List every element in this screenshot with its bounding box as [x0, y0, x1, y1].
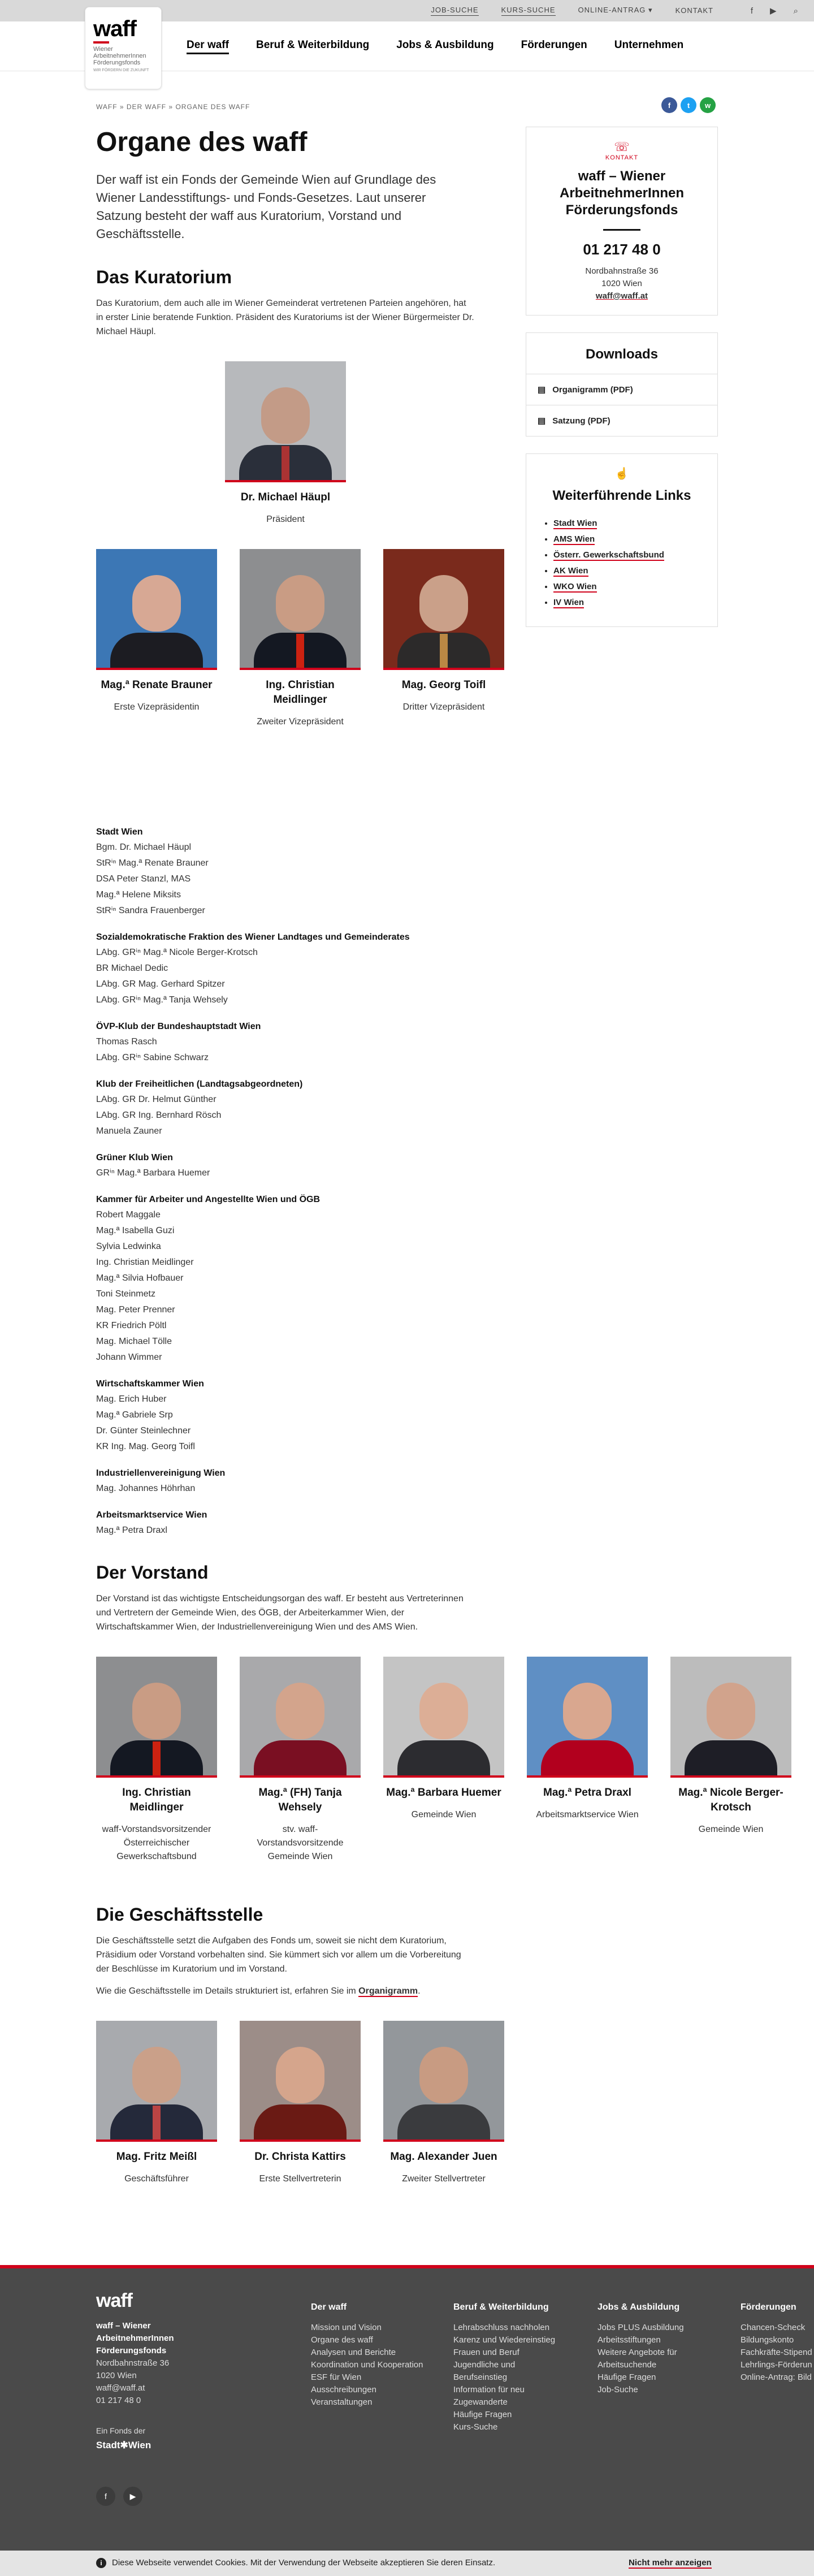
- member-group: [96, 1151, 475, 1181]
- footer-social: [96, 2487, 142, 2506]
- person-name: Mag.ª Renate Brauner: [101, 679, 213, 691]
- footer-col-title: Beruf & Weiterbildung: [453, 2302, 549, 2312]
- footer-link[interactable]: Job-Suche: [597, 2385, 638, 2395]
- downloads-box: [526, 332, 718, 436]
- link-item[interactable]: [553, 516, 706, 531]
- person-role: Präsident: [266, 515, 305, 524]
- link-label[interactable]: WKO Wien: [553, 582, 597, 591]
- link-item[interactable]: [553, 579, 706, 595]
- footer-link[interactable]: Weitere Angebote für: [597, 2348, 677, 2357]
- person-card: [96, 549, 217, 729]
- member-item: StRⁱⁿ Sandra Frauenberger: [96, 906, 205, 915]
- member-item: Mag.ª Helene Miksits: [96, 890, 181, 900]
- member-item: LAbg. GR Dr. Helmut Günther: [96, 1095, 217, 1104]
- person-photo: [383, 1657, 504, 1778]
- downloads-title: Downloads: [585, 347, 658, 362]
- footer-link[interactable]: Online-Antrag: Bild: [741, 2372, 812, 2382]
- person-photo: [527, 1657, 648, 1778]
- footer-link[interactable]: Analysen und Berichte: [311, 2348, 396, 2357]
- link-item[interactable]: [553, 531, 706, 547]
- member-item: Dr. Günter Steinlechner: [96, 1426, 191, 1436]
- group-title: Grüner Klub Wien: [96, 1153, 173, 1162]
- vice-president-row: [96, 549, 486, 729]
- person-name: Mag. Alexander Juen: [390, 2151, 497, 2163]
- search-icon[interactable]: ⌕: [793, 6, 798, 16]
- person-card: [240, 1657, 361, 1864]
- person-role: Arbeitsmarktservice Wien: [536, 1810, 639, 1819]
- person-name: Mag.ª Barbara Huemer: [386, 1787, 501, 1799]
- nav-foerderungen[interactable]: Förderungen: [521, 38, 587, 51]
- person-card: [240, 549, 361, 729]
- footer-link[interactable]: Häufige Fragen: [597, 2372, 656, 2382]
- person-card: [240, 2021, 361, 2186]
- footer-link[interactable]: Jugendliche und: [453, 2360, 516, 2370]
- member-item: GRⁱⁿ Mag.ª Barbara Huemer: [96, 1168, 210, 1178]
- footer-link[interactable]: Häufige Fragen: [453, 2410, 512, 2419]
- group-title: Klub der Freiheitlichen (Landtagsabgeordneten): [96, 1079, 303, 1089]
- download-label: Organigramm (PDF): [552, 384, 633, 395]
- person-name: Mag.ª Nicole Berger-Krotsch: [678, 1787, 783, 1813]
- kuratorium-text: Das Kuratorium, dem auch alle im Wiener Gemeinderat vertretenen Parteien angehören, hat in erster Linie beratende Funktion. Präsident des Kuratoriums ist der Wiener Bürgermeister Dr. Michael Häupl.: [96, 299, 474, 336]
- footer-link[interactable]: Ausschreibungen: [311, 2385, 376, 2395]
- nav-unternehmen[interactable]: Unternehmen: [614, 38, 684, 51]
- organigramm-intro: Wie die Geschäftsstelle im Details strukturiert ist, erfahren Sie im: [96, 1986, 359, 1996]
- logo-tagline: WIR FÖRDERN DIE ZUKUNFT: [93, 68, 149, 72]
- member-item: LAbg. GR Mag. Gerhard Spitzer: [96, 979, 225, 989]
- footer-link[interactable]: Veranstaltungen: [311, 2397, 373, 2407]
- member-item: KR Friedrich Pöltl: [96, 1321, 167, 1330]
- divider: [603, 229, 640, 231]
- member-item: Mag. Johannes Höhrhan: [96, 1484, 196, 1493]
- group-title: Sozialdemokratische Fraktion des Wiener Landtages und Gemeinderates: [96, 932, 410, 942]
- member-item: Mag.ª Silvia Hofbauer: [96, 1273, 184, 1283]
- share-twitter-icon[interactable]: t: [681, 97, 696, 113]
- sidebar: [526, 127, 718, 644]
- member-group: [96, 1077, 475, 1139]
- member-item: BR Michael Dedic: [96, 963, 168, 973]
- facebook-icon[interactable]: f: [750, 6, 754, 16]
- cookie-dismiss-button[interactable]: Nicht mehr anzeigen: [629, 2558, 712, 2568]
- person-photo: [383, 549, 504, 670]
- info-icon: i: [96, 2558, 106, 2568]
- member-item: Toni Steinmetz: [96, 1289, 155, 1299]
- share-whatsapp-icon[interactable]: w: [700, 97, 716, 113]
- links-title: Weiterführende Links: [552, 488, 691, 503]
- footer-link[interactable]: Karenz und Wiedereinstieg: [453, 2335, 556, 2345]
- member-item: Manuela Zauner: [96, 1126, 162, 1136]
- online-application-dropdown[interactable]: ONLINE-ANTRAG ▾: [578, 6, 653, 14]
- footer-fund-label: Ein Fonds der: [96, 2426, 146, 2435]
- person-photo: [225, 361, 346, 482]
- logo-subtitle: Wiener ArbeitnehmerInnen Förderungsfonds: [93, 46, 146, 66]
- footer-col-foerderungen: [741, 2301, 814, 2384]
- member-item: Johann Wimmer: [96, 1352, 162, 1362]
- document-icon: ▤: [538, 416, 546, 426]
- contact-street: Nordbahnstraße 36: [585, 266, 659, 276]
- geschaeftsstelle-row: [96, 2021, 497, 2186]
- waff-logo[interactable]: [85, 7, 162, 89]
- member-item: Robert Maggale: [96, 1210, 161, 1220]
- person-name: Ing. Christian Meidlinger: [266, 679, 335, 706]
- group-title: Arbeitsmarktservice Wien: [96, 1510, 207, 1520]
- person-photo: [670, 1657, 791, 1778]
- logo-wordmark: waff: [93, 16, 136, 41]
- member-item: LAbg. GR Ing. Bernhard Rösch: [96, 1110, 222, 1120]
- youtube-icon[interactable]: ▶: [123, 2487, 142, 2506]
- footer-col-jobs: [597, 2301, 684, 2396]
- footer-col-title: Förderungen: [741, 2302, 796, 2312]
- president-card-row: [96, 361, 475, 526]
- contact-title: waff – Wiener ArbeitnehmerInnen Förderungsfonds: [559, 168, 685, 218]
- contact-address: [538, 265, 706, 302]
- nav-beruf-weiterbildung[interactable]: Beruf & Weiterbildung: [256, 38, 370, 51]
- person-name: Mag.ª Petra Draxl: [543, 1787, 631, 1799]
- group-title: Kammer für Arbeiter und Angestellte Wien und ÖGB: [96, 1195, 321, 1204]
- footer-link[interactable]: Mission und Vision: [311, 2323, 382, 2332]
- person-role: Erste Stellvertreterin: [259, 2174, 341, 2184]
- person-role: Gemeinde Wien: [411, 1810, 477, 1819]
- contact-kicker: KONTAKT: [605, 154, 639, 161]
- youtube-icon[interactable]: ▶: [770, 6, 777, 16]
- footer: [0, 2265, 814, 2551]
- person-name: Mag. Fritz Meißl: [116, 2151, 197, 2163]
- member-group: [96, 1377, 475, 1455]
- person-card: [96, 1657, 217, 1864]
- person-name: Mag. Georg Toifl: [401, 679, 486, 691]
- footer-link[interactable]: Chancen-Scheck: [741, 2323, 806, 2332]
- member-group: [96, 1019, 475, 1066]
- links-box: [526, 453, 718, 627]
- person-photo: [240, 1657, 361, 1778]
- link-item[interactable]: [553, 595, 706, 611]
- footer-link[interactable]: Fachkräfte-Stipend: [741, 2348, 812, 2357]
- person-name: Mag.ª (FH) Tanja Wehsely: [258, 1787, 342, 1813]
- link-label[interactable]: Stadt Wien: [553, 518, 597, 528]
- footer-col-der-waff: [311, 2301, 423, 2409]
- download-label: Satzung (PDF): [552, 416, 610, 426]
- person-role: Gemeinde Wien: [698, 1825, 764, 1834]
- page-title: Organe des waff: [96, 127, 308, 157]
- cookie-text: Diese Webseite verwendet Cookies. Mit der Verwendung der Webseite akzeptieren Sie deren Einsatz.: [112, 2558, 496, 2568]
- footer-link[interactable]: Jobs PLUS Ausbildung: [597, 2323, 684, 2332]
- organigramm-link[interactable]: Organigramm: [358, 1986, 418, 1996]
- member-item: Bgm. Dr. Michael Häupl: [96, 842, 192, 852]
- person-card: [670, 1657, 791, 1864]
- member-item: Thomas Rasch: [96, 1037, 157, 1047]
- document-icon: ▤: [538, 385, 546, 395]
- geschaeftsstelle-heading: Die Geschäftsstelle: [96, 1904, 263, 1925]
- footer-address-line: Nordbahnstraße 36: [96, 2358, 170, 2368]
- footer-logo[interactable]: waff: [96, 2290, 132, 2311]
- person-card: [527, 1657, 648, 1864]
- person-role: Dritter Vizepräsident: [402, 702, 485, 712]
- member-item: Mag.ª Gabriele Srp: [96, 1410, 173, 1420]
- link-item[interactable]: [553, 547, 706, 563]
- member-item: DSA Peter Stanzl, MAS: [96, 874, 191, 884]
- footer-link[interactable]: Arbeitsstiftungen: [597, 2335, 661, 2345]
- footer-link[interactable]: Berufseinstieg: [453, 2372, 508, 2382]
- links-list: [553, 516, 706, 611]
- share-facebook-icon[interactable]: f: [661, 97, 677, 113]
- utility-icons: [751, 0, 798, 21]
- nav-der-waff[interactable]: Der waff: [187, 39, 229, 54]
- footer-link[interactable]: ESF für Wien: [311, 2372, 362, 2382]
- course-search-link[interactable]: KURS-SUCHE: [501, 6, 556, 16]
- member-item: Mag. Peter Prenner: [96, 1305, 175, 1315]
- person-photo: [240, 549, 361, 670]
- footer-link[interactable]: Organe des waff: [311, 2335, 373, 2345]
- link-label[interactable]: AK Wien: [553, 566, 588, 576]
- footer-link[interactable]: Kurs-Suche: [453, 2422, 498, 2432]
- job-search-link[interactable]: JOB-SUCHE: [431, 6, 478, 16]
- person-photo: [383, 2021, 504, 2142]
- person-photo: [96, 2021, 217, 2142]
- kuratorium-members: [96, 825, 475, 1538]
- person-card: [383, 2021, 504, 2186]
- member-item: Mag.ª Isabella Guzi: [96, 1226, 175, 1235]
- person-role: Erste Vizepräsidentin: [114, 702, 200, 712]
- cookie-banner: [0, 2551, 814, 2576]
- footer-address-line: 1020 Wien: [96, 2371, 137, 2380]
- person-role: waff-Vorstandsvorsitzender Österreichischer Gewerkschaftsbund: [102, 1825, 211, 1861]
- person-name: Ing. Christian Meidlinger: [122, 1787, 191, 1813]
- footer-link[interactable]: Lehrlings-Förderun: [741, 2360, 812, 2370]
- member-group: [96, 1192, 475, 1365]
- organigramm-dot: .: [418, 1986, 421, 1996]
- member-item: LAbg. GRⁱⁿ Sabine Schwarz: [96, 1053, 209, 1062]
- breadcrumb[interactable]: WAFF » DER WAFF » ORGANE DES WAFF: [96, 103, 250, 111]
- member-group: [96, 1466, 475, 1497]
- footer-org: waff – Wiener ArbeitnehmerInnen Förderungsfonds: [96, 2321, 174, 2355]
- footer-col-title: Der waff: [311, 2302, 347, 2312]
- facebook-icon[interactable]: f: [96, 2487, 115, 2506]
- footer-link[interactable]: Lehrabschluss nachholen: [453, 2323, 550, 2332]
- member-item: KR Ing. Mag. Georg Toifl: [96, 1442, 195, 1451]
- person-photo: [96, 549, 217, 670]
- vorstand-heading: Der Vorstand: [96, 1562, 209, 1583]
- person-name: Dr. Christa Kattirs: [254, 2151, 346, 2163]
- contact-phone[interactable]: 01 217 48 0: [583, 241, 661, 258]
- footer-link[interactable]: Bildungskonto: [741, 2335, 794, 2345]
- contact-link[interactable]: KONTAKT: [675, 6, 713, 15]
- person-photo: [240, 2021, 361, 2142]
- group-title: Stadt Wien: [96, 827, 143, 837]
- footer-link[interactable]: Frauen und Beruf: [453, 2348, 519, 2357]
- group-title: Wirtschaftskammer Wien: [96, 1379, 204, 1389]
- footer-phone: 01 217 48 0: [96, 2396, 141, 2405]
- group-title: Industriellenvereinigung Wien: [96, 1468, 226, 1478]
- member-item: Mag.ª Petra Draxl: [96, 1525, 167, 1535]
- main-navigation: [187, 21, 683, 71]
- stadt-wien-logo[interactable]: Stadt✱Wien: [96, 2440, 151, 2450]
- member-item: Sylvia Ledwinka: [96, 1242, 161, 1251]
- group-title: ÖVP-Klub der Bundeshauptstadt Wien: [96, 1022, 261, 1031]
- kuratorium-heading: Das Kuratorium: [96, 267, 232, 287]
- vorstand-text: Der Vorstand ist das wichtigste Entscheidungsorgan des waff. Er besteht aus Vertreterinnen und Vertretern der Gemeinde Wien, des ÖGB, der Arbeiterkammer Wien, der Wirtschaftskammer Wien, der Industriellenvereinigung Wien und des AMS Wien.: [96, 1594, 464, 1632]
- utility-links: [431, 0, 713, 21]
- footer-link[interactable]: Koordination und Kooperation: [311, 2360, 423, 2370]
- member-item: Ing. Christian Meidlinger: [96, 1257, 194, 1267]
- person-photo: [96, 1657, 217, 1778]
- person-card: [96, 2021, 217, 2186]
- nav-jobs-ausbildung[interactable]: Jobs & Ausbildung: [396, 38, 494, 51]
- person-role: stv. waff-Vorstandsvorsitzende Gemeinde Wien: [257, 1825, 344, 1861]
- person-card: [383, 549, 504, 729]
- link-item[interactable]: [553, 563, 706, 579]
- download-item[interactable]: [526, 405, 717, 436]
- share-buttons: [661, 97, 716, 113]
- member-item: LAbg. GRⁱⁿ Mag.ª Nicole Berger-Krotsch: [96, 948, 258, 957]
- footer-contact: [96, 2290, 209, 2451]
- member-group: [96, 825, 475, 919]
- person-role: Zweiter Stellvertreter: [402, 2174, 486, 2184]
- member-item: StRⁱⁿ Mag.ª Renate Brauner: [96, 858, 209, 868]
- person-name: Dr. Michael Häupl: [240, 491, 331, 503]
- link-label[interactable]: Österr. Gewerkschaftsbund: [553, 550, 664, 560]
- member-item: Mag. Michael Tölle: [96, 1337, 172, 1346]
- hand-pointer-icon: ☝: [614, 468, 629, 480]
- footer-link[interactable]: Information für neu: [453, 2385, 525, 2395]
- person-role: Geschäftsführer: [124, 2174, 189, 2184]
- page-lead: Der waff ist ein Fonds der Gemeinde Wien auf Grundlage des Wiener Landesstiftungs- und Fonds-Gesetzes. Laut unserer Satzung besteht der waff aus Kuratorium, Vorstand und Geschäftsstelle.: [96, 172, 436, 241]
- download-item[interactable]: [526, 374, 717, 405]
- member-item: Mag. Erich Huber: [96, 1394, 167, 1404]
- footer-link[interactable]: Zugewanderte: [453, 2397, 508, 2407]
- member-group: [96, 1508, 475, 1538]
- person-card: [225, 361, 346, 526]
- footer-col-title: Jobs & Ausbildung: [597, 2302, 680, 2312]
- person-card: [383, 1657, 504, 1864]
- link-label[interactable]: AMS Wien: [553, 534, 595, 544]
- contact-city: 1020 Wien: [601, 279, 642, 288]
- footer-link[interactable]: Arbeitsuchende: [597, 2360, 657, 2370]
- footer-col-beruf: [453, 2301, 555, 2434]
- contact-email-link[interactable]: waff@waff.at: [595, 291, 648, 301]
- member-item: LAbg. GRⁱⁿ Mag.ª Tanja Wehsely: [96, 995, 228, 1005]
- geschaeftsstelle-text-2: [96, 1984, 475, 1998]
- link-label[interactable]: IV Wien: [553, 598, 584, 607]
- contact-box: [526, 127, 718, 315]
- geschaeftsstelle-text: Die Geschäftsstelle setzt die Aufgaben des Fonds um, soweit sie nicht dem Kuratorium, Präsidium oder Vorstand vorbehalten sind. Sie kümmert sich vor allem um die Vorbereitung der Beschlüsse im Kuratorium und im Vorstand.: [96, 1936, 461, 1974]
- person-role: Zweiter Vizepräsident: [257, 717, 344, 727]
- member-group: [96, 930, 475, 1008]
- logo-accent-bar: [93, 41, 109, 44]
- footer-email[interactable]: waff@waff.at: [96, 2383, 145, 2393]
- vorstand-row: [96, 1657, 814, 1864]
- phone-icon: ☏: [614, 140, 630, 154]
